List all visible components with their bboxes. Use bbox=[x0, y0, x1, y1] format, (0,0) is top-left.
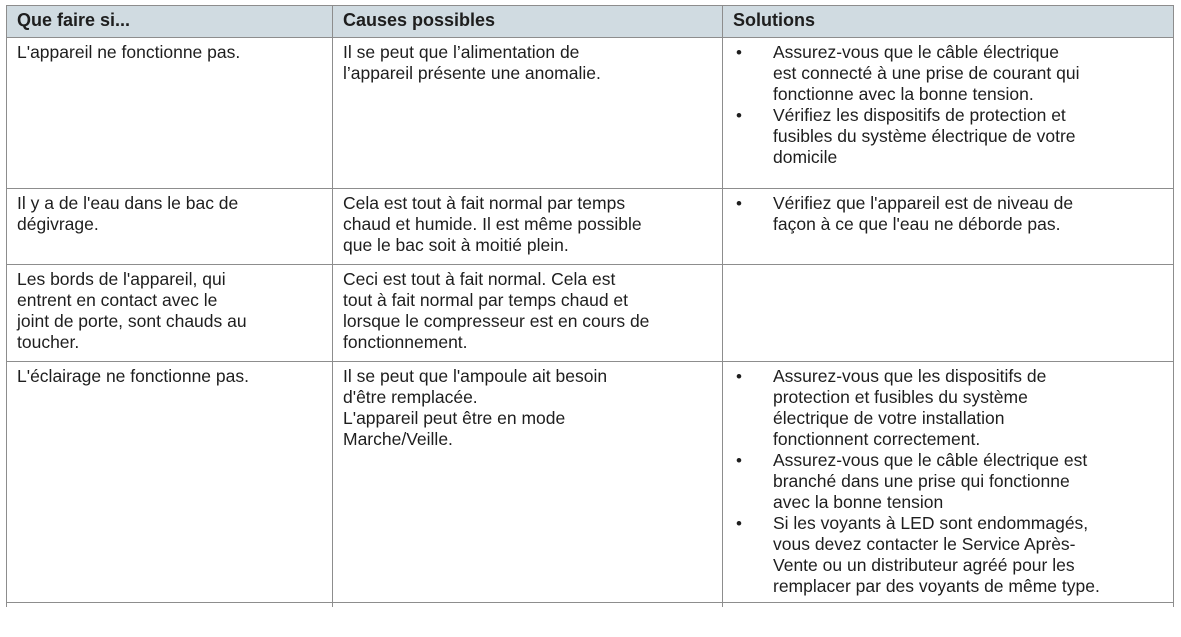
troubleshooting-table bbox=[6, 5, 1174, 607]
empty-cell bbox=[7, 603, 333, 608]
cell-text-line: d'être remplacée. bbox=[343, 387, 478, 407]
solution-text-line: est connecté à une prise de courant qui bbox=[773, 63, 1080, 83]
bullet-icon: • bbox=[736, 43, 742, 62]
solution-text-line: Vérifiez que l'appareil est de niveau de bbox=[773, 193, 1074, 213]
header-row bbox=[7, 6, 1174, 38]
cell-text-line: chaud et humide. Il est même possible bbox=[343, 214, 642, 234]
cell-text-line: L'appareil peut être en mode bbox=[343, 408, 566, 428]
bullet-icon: • bbox=[736, 106, 742, 125]
table-row bbox=[7, 362, 1174, 603]
problem-cell bbox=[7, 265, 333, 362]
solution-item bbox=[733, 513, 1163, 597]
solution-item bbox=[733, 366, 1163, 450]
solutions-cell bbox=[723, 362, 1174, 603]
solution-text-line: Assurez-vous que le câble électrique bbox=[773, 42, 1059, 62]
solution-text-line: remplacer par des voyants de même type. bbox=[773, 576, 1100, 596]
solution-item bbox=[733, 105, 1163, 168]
problem-cell bbox=[7, 362, 333, 603]
solution-text-line: Vérifiez les dispositifs de protection et bbox=[773, 105, 1066, 125]
solution-text-line: fonctionne avec la bonne tension. bbox=[773, 84, 1034, 104]
causes-cell bbox=[333, 38, 723, 189]
solution-text-line: protection et fusibles du système bbox=[773, 387, 1028, 407]
cell-text-line: tout à fait normal par temps chaud et bbox=[343, 290, 629, 310]
bullet-icon: • bbox=[736, 367, 742, 386]
bullet-icon: • bbox=[736, 194, 742, 213]
solutions-list bbox=[733, 193, 1163, 235]
table-row bbox=[7, 38, 1174, 189]
table-row bbox=[7, 265, 1174, 362]
solutions-cell bbox=[723, 265, 1174, 362]
cell-text-line: dégivrage. bbox=[17, 214, 99, 234]
causes-cell bbox=[333, 189, 723, 265]
solutions-list bbox=[733, 42, 1163, 168]
solution-text-line: Vente ou un distributeur agréé pour les bbox=[773, 555, 1075, 575]
cell-text-line: Il se peut que l’alimentation de bbox=[343, 42, 580, 62]
cell-text-line: toucher. bbox=[17, 332, 80, 352]
header-causes: Causes possibles bbox=[333, 6, 723, 38]
solution-item bbox=[733, 193, 1163, 235]
solution-text-line: domicile bbox=[773, 147, 838, 167]
cell-text-line: Ceci est tout à fait normal. Cela est bbox=[343, 269, 616, 289]
cell-text-line: que le bac soit à moitié plein. bbox=[343, 235, 569, 255]
cell-text-line: l’appareil présente une anomalie. bbox=[343, 63, 601, 83]
solution-text-line: fonctionnent correctement. bbox=[773, 429, 981, 449]
solution-item bbox=[733, 450, 1163, 513]
bullet-icon: • bbox=[736, 451, 742, 470]
cell-text-line: Il y a de l'eau dans le bac de bbox=[17, 193, 239, 213]
cell-text-line: Marche/Veille. bbox=[343, 429, 453, 449]
solution-text-line: Assurez-vous que les dispositifs de bbox=[773, 366, 1047, 386]
cell-text-line: entrent en contact avec le bbox=[17, 290, 218, 310]
solution-item bbox=[733, 42, 1163, 105]
cell-text-line: L'éclairage ne fonctionne pas. bbox=[17, 366, 249, 386]
causes-cell bbox=[333, 265, 723, 362]
table-row bbox=[7, 189, 1174, 265]
solution-text-line: électrique de votre installation bbox=[773, 408, 1005, 428]
cell-text-line: joint de porte, sont chauds au bbox=[17, 311, 247, 331]
problem-cell bbox=[7, 189, 333, 265]
solutions-list bbox=[733, 366, 1163, 597]
solution-text-line: vous devez contacter le Service Après- bbox=[773, 534, 1076, 554]
cell-text-line: L'appareil ne fonctionne pas. bbox=[17, 42, 241, 62]
solutions-cell bbox=[723, 38, 1174, 189]
solutions-cell bbox=[723, 189, 1174, 265]
solution-text-line: Si les voyants à LED sont endommagés, bbox=[773, 513, 1089, 533]
empty-cell bbox=[723, 603, 1174, 608]
header-problem: Que faire si... bbox=[7, 6, 333, 38]
cell-text-line: Cela est tout à fait normal par temps bbox=[343, 193, 626, 213]
cell-text-line: fonctionnement. bbox=[343, 332, 468, 352]
cell-text-line: lorsque le compresseur est en cours de bbox=[343, 311, 650, 331]
empty-cell bbox=[333, 603, 723, 608]
table-row-continuation bbox=[7, 603, 1174, 608]
solution-text-line: façon à ce que l'eau ne déborde pas. bbox=[773, 214, 1061, 234]
solution-text-line: avec la bonne tension bbox=[773, 492, 944, 512]
header-solutions: Solutions bbox=[723, 6, 1174, 38]
solution-text-line: fusibles du système électrique de votre bbox=[773, 126, 1076, 146]
solution-text-line: Assurez-vous que le câble électrique est bbox=[773, 450, 1088, 470]
causes-cell bbox=[333, 362, 723, 603]
bullet-icon: • bbox=[736, 514, 742, 533]
problem-cell bbox=[7, 38, 333, 189]
solution-text-line: branché dans une prise qui fonctionne bbox=[773, 471, 1070, 491]
cell-text-line: Il se peut que l'ampoule ait besoin bbox=[343, 366, 608, 386]
cell-text-line: Les bords de l'appareil, qui bbox=[17, 269, 226, 289]
